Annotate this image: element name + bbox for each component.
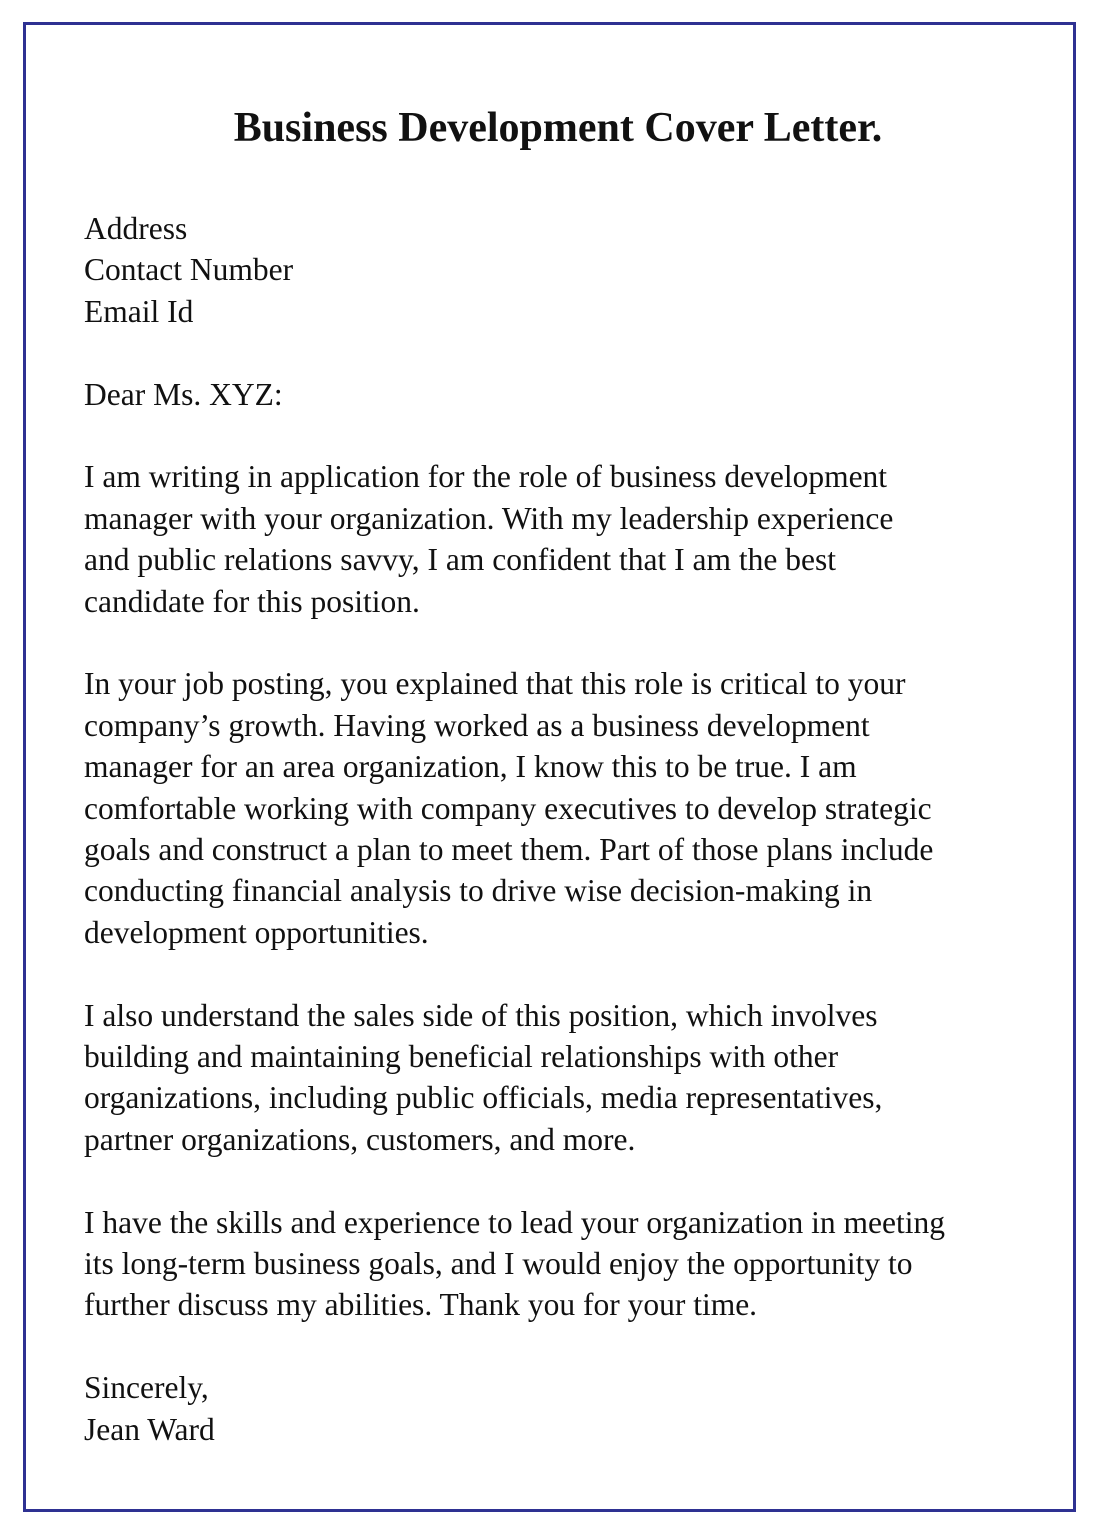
paragraph-line: conducting financial analysis to drive wise decision-making in <box>84 873 873 909</box>
sender-contact: Contact Number <box>84 252 294 288</box>
paragraph-line: goals and construct a plan to meet them. Part of those plans include <box>84 832 934 868</box>
paragraph-line: building and maintaining beneficial relationships with other <box>84 1039 839 1075</box>
paragraph-line: manager for an area organization, I know this to be true. I am <box>84 749 857 785</box>
paragraph-line: candidate for this position. <box>84 583 420 619</box>
letter-title: Business Development Cover Letter. <box>233 105 883 151</box>
sender-email: Email Id <box>84 293 194 329</box>
paragraph-4 <box>84 1202 1074 1326</box>
paragraph-line: organizations, including public officials, media representatives, <box>84 1080 883 1116</box>
paragraph-line: I have the skills and experience to lead your organization in meeting <box>84 1204 946 1240</box>
sign-off <box>84 1367 1074 1450</box>
letter-body <box>84 208 1074 1450</box>
closing-text: Sincerely, <box>84 1370 209 1406</box>
paragraph-2 <box>84 663 1074 953</box>
paragraph-line: manager with your organization. With my leadership experience <box>84 500 894 536</box>
paragraph-1 <box>84 456 1074 622</box>
signature-name: Jean Ward <box>84 1411 215 1447</box>
paragraph-line: company’s growth. Having worked as a business development <box>84 707 870 743</box>
paragraph-line: its long-term business goals, and I would enjoy the opportunity to <box>84 1246 913 1282</box>
paragraph-line: development opportunities. <box>84 914 429 950</box>
sender-info <box>84 208 1074 332</box>
sender-address: Address <box>84 211 188 246</box>
paragraph-line: and public relations savvy, I am confident that I am the best <box>84 542 836 578</box>
paragraph-3 <box>84 995 1074 1161</box>
paragraph-line: partner organizations, customers, and more. <box>84 1121 636 1157</box>
paragraph-line: further discuss my abilities. Thank you for your time. <box>84 1287 758 1323</box>
paragraph-line: In your job posting, you explained that this role is critical to your <box>84 666 906 702</box>
paragraph-line: I am writing in application for the role of business development <box>84 459 888 495</box>
salutation-text: Dear Ms. XYZ: <box>84 376 283 412</box>
paragraph-line: I also understand the sales side of this position, which involves <box>84 997 878 1033</box>
salutation <box>84 374 1074 415</box>
paragraph-line: comfortable working with company executives to develop strategic <box>84 790 932 826</box>
